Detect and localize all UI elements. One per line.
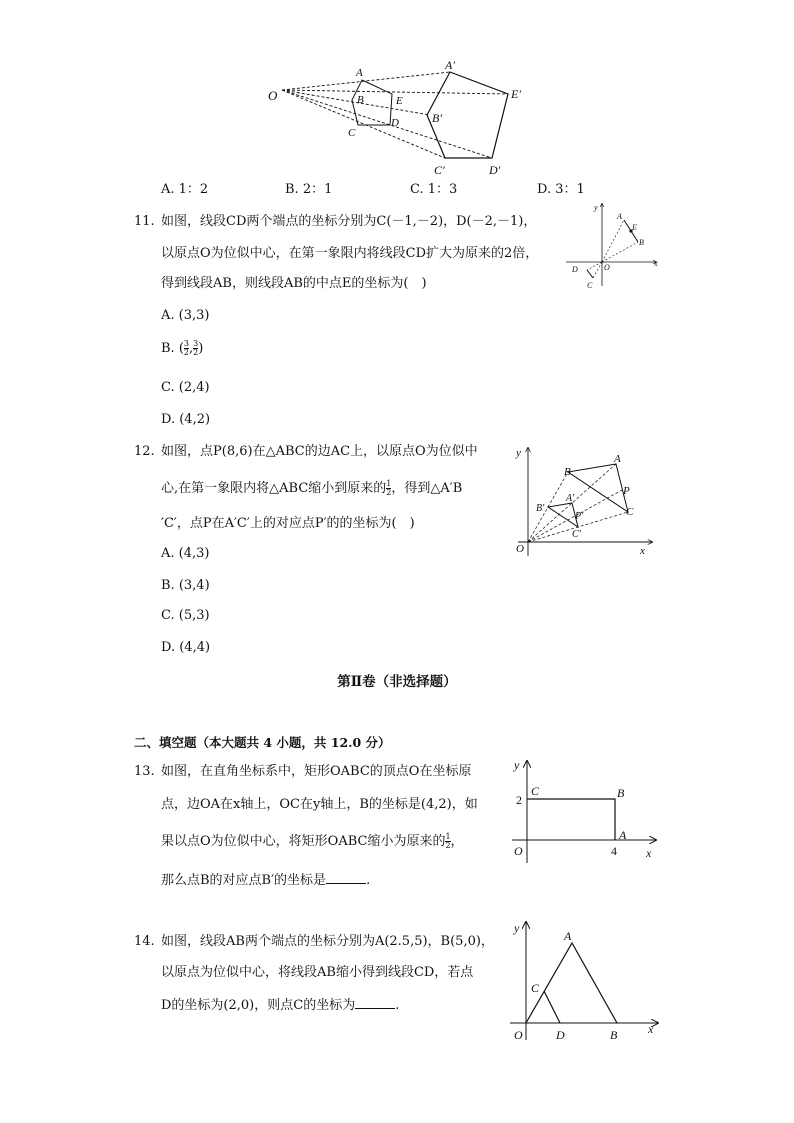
q14-number: 14.	[134, 934, 155, 949]
q11-option-b-prefix: B. (	[161, 341, 184, 356]
q14-fig-y: y	[514, 921, 520, 935]
q14-stem-line2: 以原点为位似中心，将线段AB缩小得到线段CD，若点	[161, 965, 474, 980]
q13-stem-line4: 那么点B的对应点B′的坐标是 .	[161, 873, 371, 888]
q12-fig-A: A	[614, 453, 621, 465]
q14-fig-O: O	[514, 1028, 523, 1042]
q11-fig-O: O	[604, 263, 610, 272]
q11-fig-A: A	[617, 212, 622, 221]
q12-number: 12.	[134, 444, 155, 459]
q10-option-b[interactable]: B. 2：1	[285, 182, 333, 197]
q12-fig-C: C	[626, 506, 634, 518]
q12-fig-B-prime: B′	[536, 503, 545, 514]
label-E: E	[396, 95, 403, 107]
q12-option-a[interactable]: A. (4,3)	[161, 546, 210, 561]
q12-option-b[interactable]: B. (3,4)	[161, 578, 210, 593]
label-D-prime: D′	[489, 163, 501, 177]
q12-stem-line3: ′C′，点P在A′C′上的对应点P′的的坐标为( )	[161, 516, 415, 531]
q13-fig-C: C	[531, 784, 540, 798]
q12-fig-O: O	[516, 543, 524, 555]
q12-option-c[interactable]: C. (5,3)	[161, 608, 210, 623]
q14-fig-B: B	[610, 1028, 618, 1042]
q11-stem-line2: 以原点O为位似中心，在第一象限内将线段CD扩大为原来的2倍，	[161, 246, 539, 261]
figure-q12-triangle	[508, 442, 658, 560]
q14-fig-x: x	[648, 1022, 654, 1036]
q13-fig-B: B	[617, 786, 625, 800]
q12-stem-line1: 如图，点P(8,6)在△ABC的边AC上，以原点O为位似中	[161, 444, 478, 459]
q10-option-d[interactable]: D. 3：1	[537, 182, 585, 197]
q11-fig-y: y	[594, 203, 598, 212]
q11-option-b-y-fraction: $\frac{3}{2}$	[193, 339, 199, 357]
label-C: C	[348, 127, 356, 139]
q11-option-b-suffix: )	[198, 341, 204, 356]
q13-stem-line2: 点，边OA在x轴上，OC在y轴上，B的坐标是(4,2)，如	[161, 797, 478, 812]
q14-stem-line1: 如图，线段AB两个端点的坐标分别为A(2.5,5)，B(5,0)，	[161, 934, 494, 949]
q12-fig-y: y	[516, 447, 521, 459]
q12-fig-P-prime: P′	[575, 511, 584, 522]
label-B-prime: B′	[432, 111, 442, 125]
q13-fig-A: A	[619, 828, 627, 842]
q12-fig-B: B	[564, 466, 571, 478]
q13-fig-four: 4	[611, 844, 617, 858]
q12-option-d[interactable]: D. (4,4)	[161, 640, 211, 655]
part2-heading: 二、填空题（本大题共 4 小题，共 12.0 分）	[134, 735, 391, 750]
q11-fig-x: x	[654, 259, 658, 268]
label-O: O	[268, 88, 278, 103]
label-D: D	[391, 117, 399, 129]
q14-fig-A: A	[564, 929, 572, 943]
q12-stem-line2: 心,在第一象限内将△ABC缩小到原来的 $\frac{1}{2}$ ，得到△A′B	[161, 479, 463, 497]
q13-fig-x: x	[646, 846, 652, 860]
q11-option-a[interactable]: A. (3,3)	[161, 308, 210, 323]
q14-fig-D: D	[556, 1028, 565, 1042]
q13-number: 13.	[134, 764, 155, 779]
q12-fig-x: x	[640, 545, 645, 557]
q13-fraction-half: $\frac{1}{2}$	[445, 832, 451, 850]
q11-stem-line3: 得到线段AB，则线段AB的中点E的坐标为( )	[161, 276, 427, 291]
figure-q14-triangle	[506, 918, 666, 1044]
label-E-prime: E′	[511, 87, 521, 101]
label-A: A	[356, 67, 363, 79]
q12-fig-A-prime: A′	[566, 493, 575, 504]
q10-option-c[interactable]: C. 1：3	[410, 182, 458, 197]
q12-fig-P: P	[623, 485, 630, 497]
q13-fig-O: O	[514, 844, 523, 858]
q13-stem-line1: 如图，在直角坐标系中，矩形OABC的顶点O在坐标原	[161, 764, 472, 779]
q13-stem-line3: 果以点O为位似中心，将矩形OABC缩小为原来的 $\frac{1}{2}$ ，	[161, 832, 464, 850]
q13-fig-two: 2	[516, 793, 522, 807]
q11-fig-D: D	[572, 265, 578, 274]
q11-option-b[interactable]: B. ( $\frac{3}{2}$ , $\frac{3}{2}$ )	[161, 339, 204, 357]
figure-q10-pentagon-homothety	[260, 60, 540, 180]
q14-stem-line3: D的坐标为(2,0)，则点C的坐标为 .	[161, 998, 400, 1013]
figure-q11-segment	[566, 200, 662, 290]
q11-number: 11.	[134, 214, 155, 229]
q11-option-b-x-fraction: $\frac{3}{2}$	[183, 339, 189, 357]
q10-option-a[interactable]: A. 1：2	[161, 182, 209, 197]
q14-answer-blank[interactable]	[355, 996, 395, 1009]
q12-fraction-half: $\frac{1}{2}$	[386, 479, 392, 497]
q11-stem-line1: 如图，线段CD两个端点的坐标分别为C(－1,－2)，D(－2,－1)，	[161, 214, 537, 229]
q11-fig-C: C	[587, 281, 593, 290]
figure-q13-rectangle	[506, 757, 666, 867]
q11-fig-B: B	[639, 238, 644, 247]
label-B: B	[357, 94, 364, 106]
q11-option-c[interactable]: C. (2,4)	[161, 380, 210, 395]
q14-fig-C: C	[531, 981, 540, 995]
q12-fig-C-prime: C′	[572, 529, 581, 540]
label-A-prime: A′	[445, 58, 455, 72]
q11-fig-E: E	[632, 223, 637, 232]
section-title: 第Ⅱ卷（非选择题）	[337, 674, 457, 690]
q13-answer-blank[interactable]	[326, 871, 366, 884]
q11-option-d[interactable]: D. (4,2)	[161, 412, 211, 427]
label-C-prime: C′	[434, 163, 445, 177]
q13-fig-y: y	[514, 758, 520, 772]
